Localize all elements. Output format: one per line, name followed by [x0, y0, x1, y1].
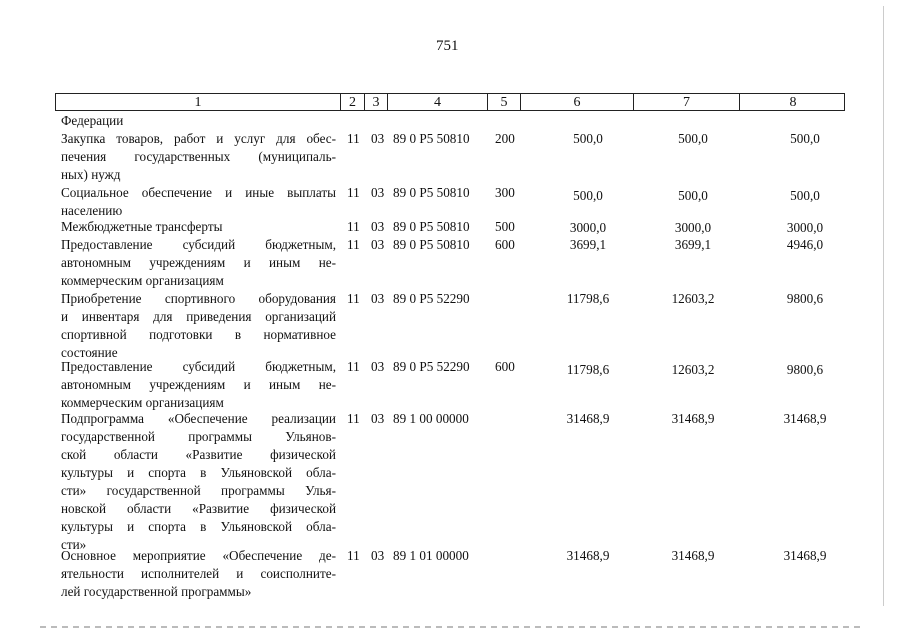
cell-c5: 500: [495, 219, 515, 234]
row-name-line: Основное мероприятие «Обеспечение де-: [61, 548, 336, 563]
cell-c5: 300: [495, 185, 515, 200]
row-name-line: Межбюджетные трансферты: [61, 219, 223, 234]
cell-c2: 11: [347, 185, 360, 200]
cell-c4: 89 0 P5 50810: [393, 237, 470, 252]
cell-c3: 03: [371, 359, 385, 374]
header-col-8: 8: [789, 95, 797, 110]
cell-c4: 89 0 P5 50810: [393, 131, 470, 146]
row-name-line: новской области «Развитие физической: [61, 501, 336, 516]
row-name-line: Предоставление субсидий бюджетным,: [61, 237, 336, 252]
row-name: [61, 236, 336, 290]
cell-c8: 500,0: [790, 131, 820, 146]
cell-c7: 12603,2: [671, 291, 715, 306]
cell-c8: 9800,6: [786, 362, 824, 377]
row-name-line: Подпрограмма «Обеспечение реализации: [61, 411, 336, 426]
cell-c7: 500,0: [678, 131, 708, 146]
scan-bottom-dots: [40, 626, 860, 628]
cell-c2: 11: [347, 131, 360, 146]
row-name: [61, 547, 336, 601]
cell-c2: 11: [347, 359, 360, 374]
row-name: [61, 218, 336, 236]
cell-c8: 9800,6: [786, 291, 824, 306]
cell-c7: 500,0: [678, 188, 708, 203]
cell-c6: 500,0: [573, 131, 603, 146]
cell-c2: 11: [347, 548, 360, 563]
cell-c6: 3000,0: [569, 220, 607, 235]
page-number: 751: [436, 38, 459, 54]
header-col-7: 7: [634, 94, 740, 110]
row-name-line: коммерческим организациям: [61, 395, 224, 410]
row-name-line: автономным учреждениям и иным не-: [61, 255, 336, 270]
header-col-3: 3: [365, 94, 388, 110]
cell-c7: 12603,2: [671, 362, 715, 377]
cell-c8: 31468,9: [783, 548, 827, 563]
row-name-line: сти»: [61, 537, 87, 552]
cell-c2: 11: [347, 411, 360, 426]
cell-c7: 3699,1: [674, 237, 712, 252]
row-name-line: Приобретение спортивного оборудования: [61, 291, 336, 306]
row-name-line: Предоставление субсидий бюджетным,: [61, 359, 336, 374]
row-name: [61, 184, 336, 220]
row-name-line: ской области «Развитие физической: [61, 447, 336, 462]
row-name-line: населению: [61, 203, 123, 218]
cell-c5: 600: [495, 237, 515, 252]
header-col-4: 4: [388, 94, 488, 110]
cell-c2: 11: [347, 219, 360, 234]
cell-c6: 31468,9: [566, 548, 610, 563]
cell-c7: 31468,9: [671, 411, 715, 426]
cell-c3: 03: [371, 237, 385, 252]
cell-c8: 3000,0: [786, 220, 824, 235]
cell-c4: 89 0 P5 50810: [393, 219, 470, 234]
row-name-line: коммерческим организациям: [61, 273, 224, 288]
cell-c6: 3699,1: [569, 237, 607, 252]
row-name: [61, 130, 336, 184]
cell-c6: 500,0: [573, 188, 603, 203]
row-name-line: Закупка товаров, работ и услуг для обес-: [61, 131, 336, 146]
header-col-5: 5: [488, 94, 521, 110]
row-name-line: лей государственной программы»: [61, 584, 252, 599]
cell-c3: 03: [371, 185, 385, 200]
header-col-6: 6: [521, 94, 634, 110]
row-name-line: Федерации: [61, 113, 124, 128]
row-name-line: автономным учреждениям и иным не-: [61, 377, 336, 392]
cell-c4: 89 1 01 00000: [393, 548, 469, 563]
cell-c4: 89 0 P5 52290: [393, 291, 470, 306]
row-name-line: ятельности исполнителей и соисполните-: [61, 566, 336, 581]
cell-c6: 11798,6: [566, 362, 610, 377]
row-name-line: ных) нужд: [61, 167, 121, 182]
cell-c3: 03: [371, 548, 385, 563]
row-name-line: Социальное обеспечение и иные выплаты: [61, 185, 336, 200]
row-name-line: культуры и спорта в Ульяновской обла-: [61, 465, 336, 480]
row-name: [61, 358, 336, 412]
row-name-line: государственной программы Ульянов-: [61, 429, 336, 444]
row-name-line: печения государственных (муниципаль-: [61, 149, 336, 164]
row-name: [61, 290, 336, 362]
row-name: [61, 112, 336, 130]
cell-c4: 89 0 P5 52290: [393, 359, 470, 374]
cell-c6: 31468,9: [566, 411, 610, 426]
row-name-line: спортивной подготовки в нормативное: [61, 327, 336, 342]
row-name-line: состояние: [61, 345, 118, 360]
cell-c3: 03: [371, 219, 385, 234]
cell-c2: 11: [347, 291, 360, 306]
row-name-line: и инвентаря для приведения организаций: [61, 309, 336, 324]
row-name-line: культуры и спорта в Ульяновской обла-: [61, 519, 336, 534]
cell-c2: 11: [347, 237, 360, 252]
cell-c3: 03: [371, 411, 385, 426]
row-name: [61, 410, 336, 554]
cell-c5: 600: [495, 359, 515, 374]
cell-c7: 3000,0: [674, 220, 712, 235]
cell-c7: 31468,9: [671, 548, 715, 563]
cell-c5: 200: [495, 131, 515, 146]
cell-c3: 03: [371, 291, 385, 306]
cell-c3: 03: [371, 131, 385, 146]
cell-c8: 4946,0: [786, 237, 824, 252]
header-col-1: 1: [56, 94, 341, 110]
header-col-2: 2: [341, 94, 365, 110]
row-name-line: сти» государственной программы Улья-: [61, 483, 336, 498]
cell-c8: 31468,9: [783, 411, 827, 426]
cell-c4: 89 1 00 00000: [393, 411, 469, 426]
cell-c6: 11798,6: [566, 291, 610, 306]
cell-c8: 500,0: [790, 188, 820, 203]
cell-c4: 89 0 P5 50810: [393, 185, 470, 200]
